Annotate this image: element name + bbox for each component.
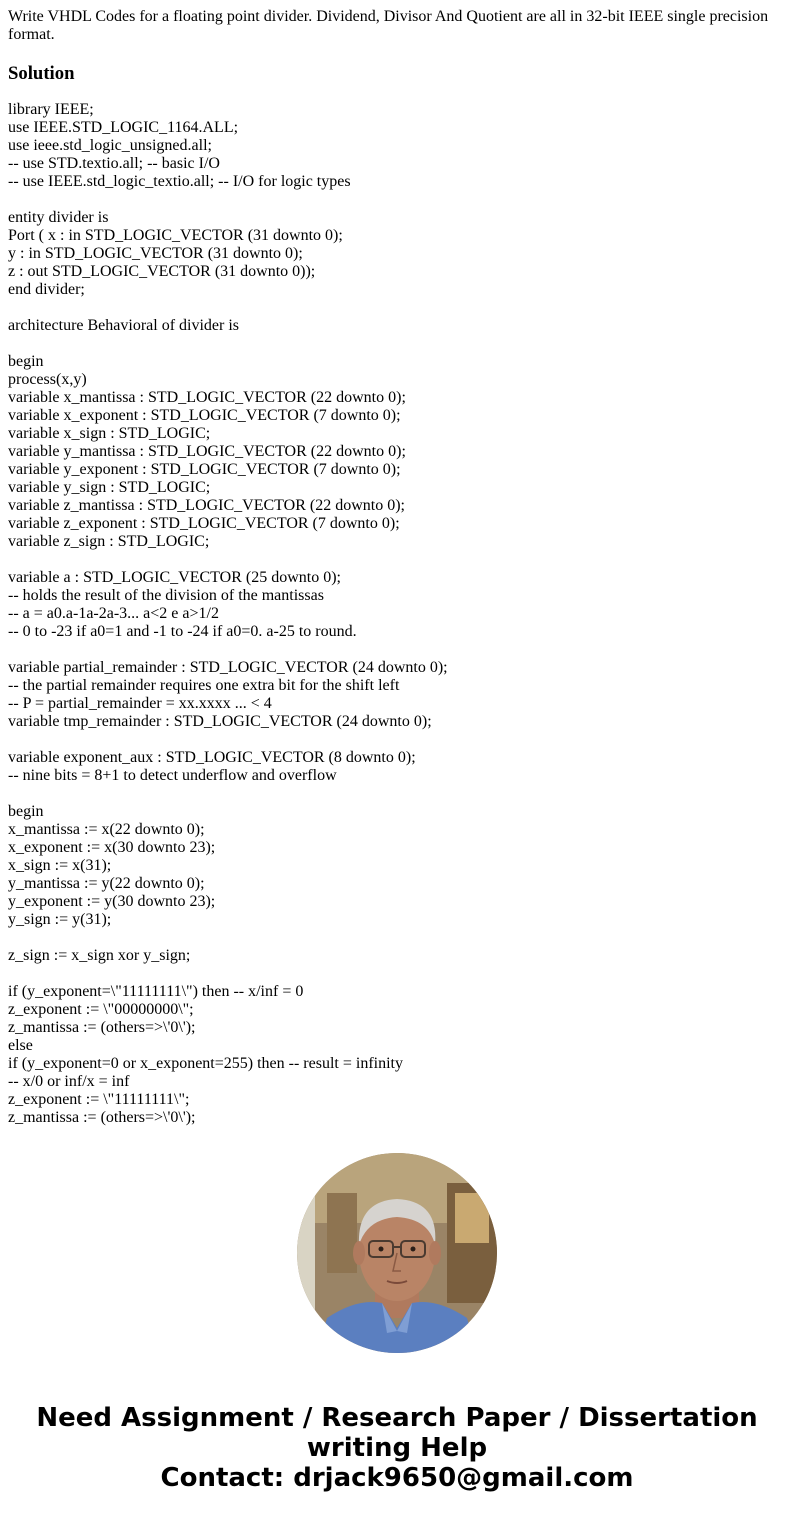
code-line: -- 0 to -23 if a0=1 and -1 to -24 if a0=0. a-25 to round. (8, 623, 357, 640)
code-line: x_mantissa := x(22 downto 0); (8, 821, 205, 838)
code-line (8, 335, 786, 353)
code-line: if (y_exponent=0 or x_exponent=255) then -- result = infinity (8, 1055, 403, 1072)
contact-email: Contact: drjack9650@gmail.com (160, 1463, 634, 1493)
code-line: z_exponent := \"00000000\"; (8, 1001, 194, 1018)
code-line (8, 731, 786, 749)
document-body (8, 8, 786, 1179)
code-line: x_exponent := x(30 downto 23); (8, 839, 216, 856)
code-line: variable tmp_remainder : STD_LOGIC_VECTOR (24 downto 0); (8, 713, 432, 730)
code-line: library IEEE; (8, 101, 94, 118)
code-line: use IEEE.STD_LOGIC_1164.ALL; (8, 119, 239, 136)
code-line: variable a : STD_LOGIC_VECTOR (25 downto 0); (8, 569, 341, 586)
code-line: -- x/0 or inf/x = inf (8, 1073, 130, 1090)
promo-line-1: Need Assignment / Research Paper / Dissertation (36, 1403, 758, 1433)
code-line: y_exponent := y(30 downto 23); (8, 893, 216, 910)
code-line (8, 551, 786, 569)
code-line: variable z_mantissa : STD_LOGIC_VECTOR (22 downto 0); (8, 497, 405, 514)
code-line: z_sign := x_sign xor y_sign; (8, 947, 191, 964)
code-line: z_mantissa := (others=>\'0\'); (8, 1109, 196, 1126)
code-line (8, 299, 786, 317)
code-line: x_sign := x(31); (8, 857, 112, 874)
code-line: entity divider is (8, 209, 109, 226)
code-line (8, 785, 786, 803)
code-line: variable x_exponent : STD_LOGIC_VECTOR (7 downto 0); (8, 407, 401, 424)
code-line: variable z_exponent : STD_LOGIC_VECTOR (7 downto 0); (8, 515, 400, 532)
code-line (8, 191, 786, 209)
code-line: begin (8, 353, 44, 370)
author-portrait-image (297, 1153, 497, 1353)
code-line: y_sign := y(31); (8, 911, 112, 928)
code-line: variable x_sign : STD_LOGIC; (8, 425, 211, 442)
code-line (8, 965, 786, 983)
code-line: z_mantissa := (others=>\'0\'); (8, 1019, 196, 1036)
code-line: use ieee.std_logic_unsigned.all; (8, 137, 212, 154)
code-line: -- P = partial_remainder = xx.xxxx ... < 4 (8, 695, 272, 712)
code-line: variable y_exponent : STD_LOGIC_VECTOR (7 downto 0); (8, 461, 401, 478)
code-block (8, 101, 786, 1179)
code-line: y : in STD_LOGIC_VECTOR (31 downto 0); (8, 245, 303, 262)
code-line: -- holds the result of the division of the mantissas (8, 587, 324, 604)
code-line: -- nine bits = 8+1 to detect underflow and overflow (8, 767, 337, 784)
code-line: variable x_mantissa : STD_LOGIC_VECTOR (22 downto 0); (8, 389, 406, 406)
code-line (8, 929, 786, 947)
code-line: architecture Behavioral of divider is (8, 317, 240, 334)
code-line: y_mantissa := y(22 downto 0); (8, 875, 205, 892)
code-line: z_exponent := \"11111111\"; (8, 1091, 190, 1108)
code-line: end divider; (8, 281, 85, 298)
code-line: if (y_exponent=\"11111111\") then -- x/inf = 0 (8, 983, 304, 1000)
promo-line-2: writing Help (306, 1433, 488, 1463)
code-line: variable y_sign : STD_LOGIC; (8, 479, 211, 496)
code-line: process(x,y) (8, 371, 87, 388)
code-line: variable z_sign : STD_LOGIC; (8, 533, 210, 550)
question-text: Write VHDL Codes for a floating point divider. Dividend, Divisor And Quotient are all in 32-bit IEEE single precision format. (8, 8, 769, 43)
code-line: -- use STD.textio.all; -- basic I/O (8, 155, 220, 172)
author-photo (297, 1153, 497, 1353)
code-line: -- a = a0.a-1a-2a-3... a<2 e a>1/2 (8, 605, 219, 622)
code-line: variable partial_remainder : STD_LOGIC_VECTOR (24 downto 0); (8, 659, 448, 676)
code-line: begin (8, 803, 44, 820)
code-line: -- the partial remainder requires one extra bit for the shift left (8, 677, 400, 694)
code-line (8, 641, 786, 659)
code-line: variable y_mantissa : STD_LOGIC_VECTOR (22 downto 0); (8, 443, 406, 460)
promo-footer (0, 1403, 794, 1493)
code-line: else (8, 1037, 33, 1054)
code-line: Port ( x : in STD_LOGIC_VECTOR (31 downto 0); (8, 227, 343, 244)
code-line: -- use IEEE.std_logic_textio.all; -- I/O for logic types (8, 173, 351, 190)
code-line: z : out STD_LOGIC_VECTOR (31 downto 0)); (8, 263, 316, 280)
code-line: variable exponent_aux : STD_LOGIC_VECTOR (8 downto 0); (8, 749, 416, 766)
solution-heading: Solution (8, 63, 75, 84)
